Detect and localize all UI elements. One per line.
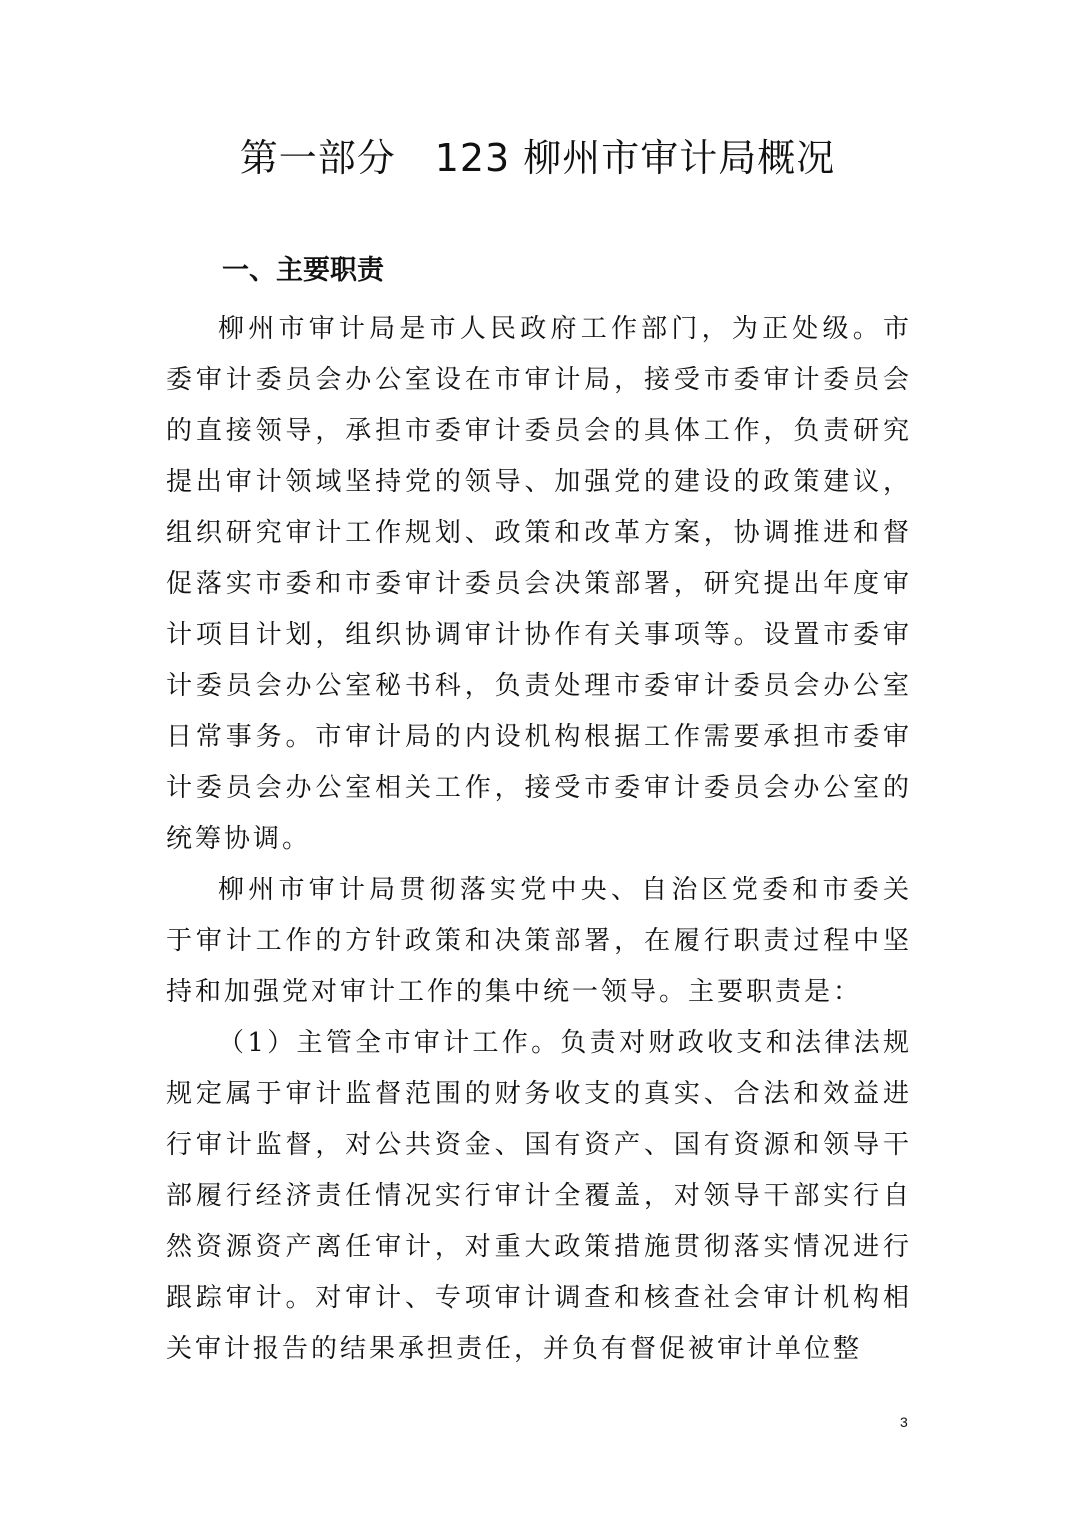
page-number: 3 (900, 1414, 908, 1430)
paragraph-3: （1）主管全市审计工作。负责对财政收支和法律法规规定属于审计监督范围的财务收支的真实、合法和效益进行审计监督，对公共资金、国有资产、国有资源和领导干部履行经济责任情况实行审计全覆盖，对领导干部实行自然资源资产离任审计，对重大政策措施贯彻落实情况进行跟踪审计。对审计、专项审计调查和核查社会审计机构相关审计报告的结果承担责任，并负有督促被审计单位整 (166, 1028, 912, 1364)
section-heading: 一、主要职责 (222, 255, 384, 286)
paragraph-2: 柳州市审计局贯彻落实党中央、自治区党委和市委关于审计工作的方针政策和决策部署，在履行职责过程中坚持和加强党对审计工作的集中统一领导。主要职责是： (166, 875, 912, 1007)
paragraph-1: 柳州市审计局是市人民政府工作部门，为正处级。市委审计委员会办公室设在市审计局，接受市委审计委员会的直接领导，承担市委审计委员会的具体工作，负责研究提出审计领域坚持党的领导、加强党的建设的政策建议，组织研究审计工作规划、政策和改革方案，协调推进和督促落实市委和市委审计委员会决策部署，研究提出年度审计项目计划，组织协调审计协作有关事项等。设置市委审计委员会办公室秘书科，负责处理市委审计委员会办公室日常事务。市审计局的内设机构根据工作需要承担市委审计委员会办公室相关工作，接受市委审计委员会办公室的统筹协调。 (166, 314, 912, 854)
body-text (166, 304, 912, 1375)
page-title: 第一部分 123 柳州市审计局概况 (239, 136, 836, 180)
